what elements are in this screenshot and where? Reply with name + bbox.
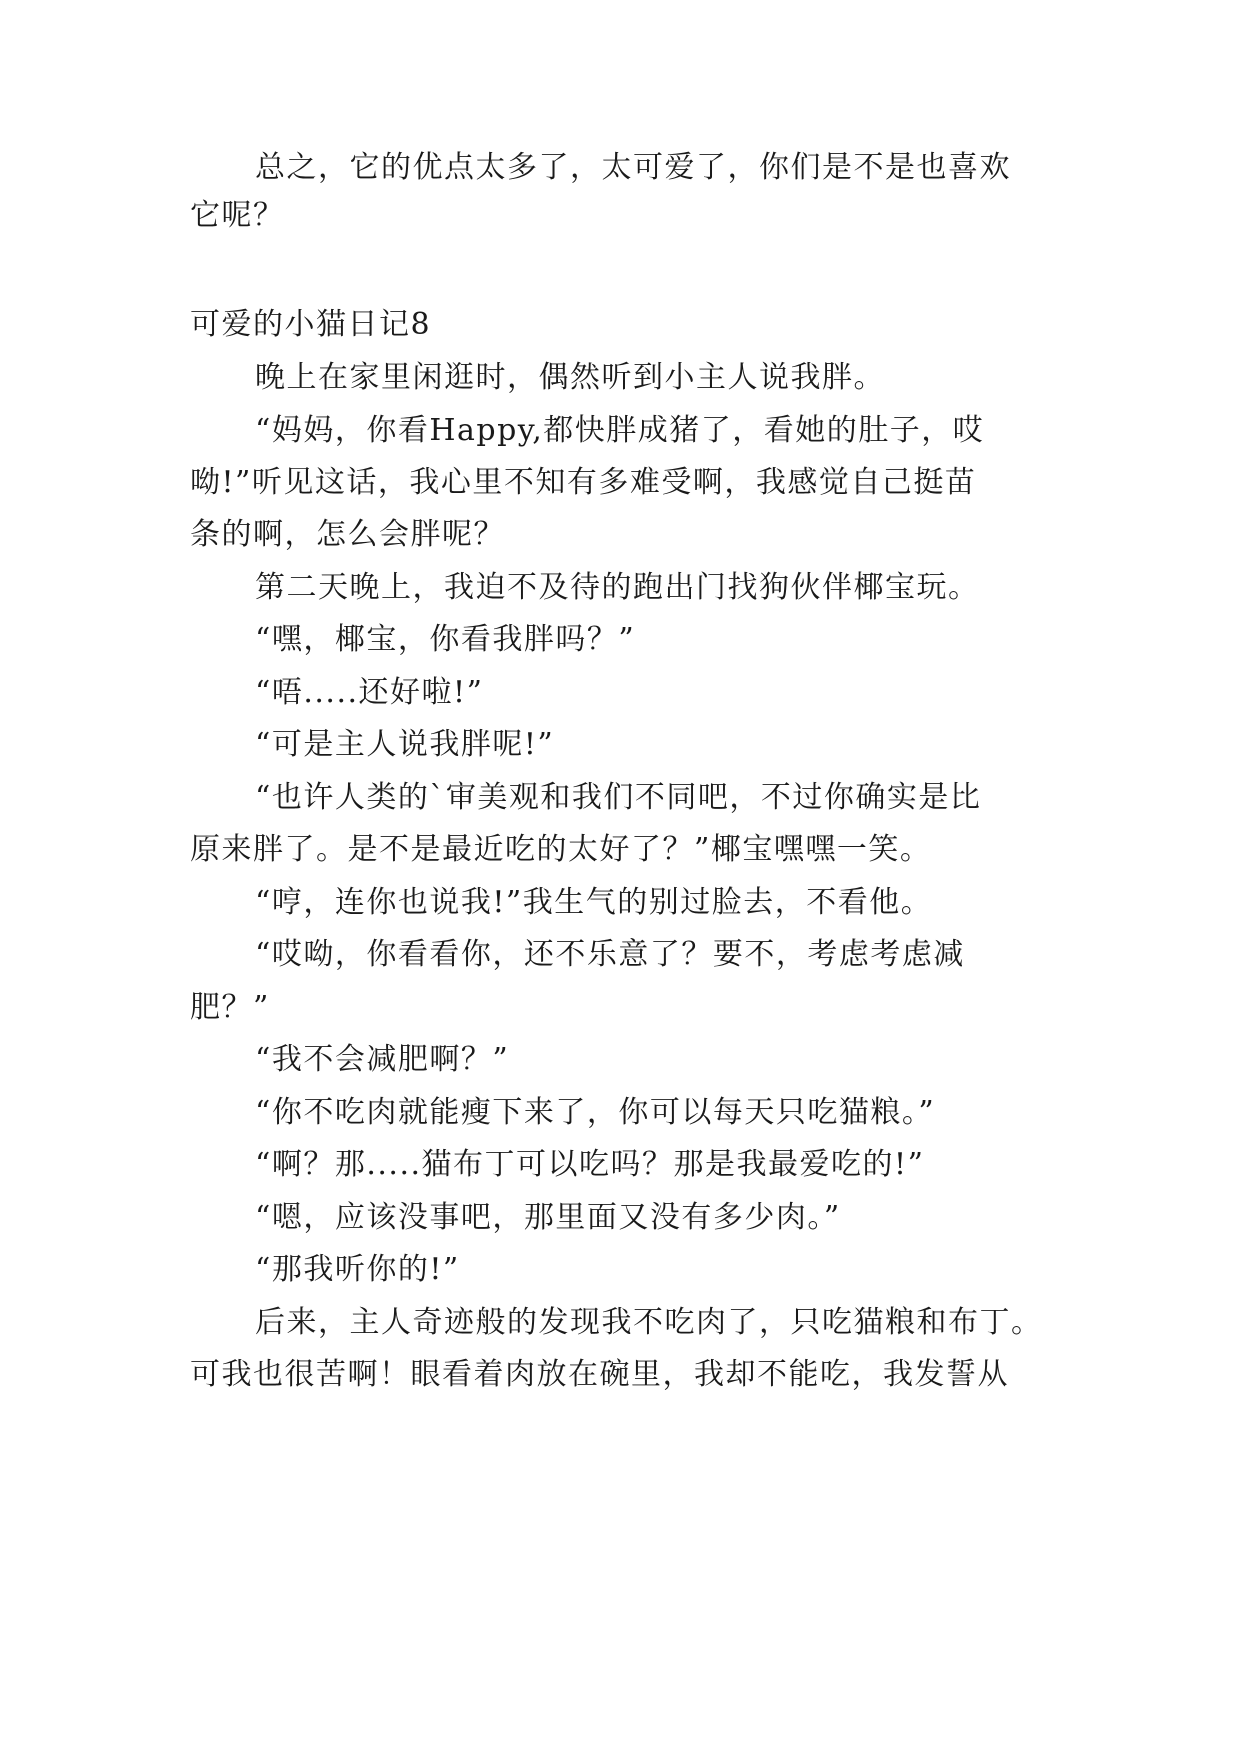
paragraph-line: 总之，它的优点太多了，太可爱了，你们是不是也喜欢 xyxy=(255,150,1011,185)
paragraph-line: “可是主人说我胖呢!” xyxy=(255,727,555,762)
paragraph-line: 原来胖了。是不是最近吃的太好了？”椰宝嘿嘿一笑。 xyxy=(190,832,932,867)
paragraph-line: “嗯，应该没事吧，那里面又没有多少肉。” xyxy=(255,1200,841,1235)
paragraph-line: “我不会减肥啊？” xyxy=(255,1042,510,1077)
paragraph-line: 第二天晚上，我迫不及待的跑出门找狗伙伴椰宝玩。 xyxy=(255,570,980,605)
paragraph-line: 肥？” xyxy=(190,990,270,1025)
paragraph-line: “哼，连你也说我!”我生气的别过脸去，不看他。 xyxy=(255,885,933,920)
paragraph-line: 呦!”听见这话，我心里不知有多难受啊，我感觉自己挺苗 xyxy=(190,465,977,500)
paragraph-line: 条的啊，怎么会胖呢？ xyxy=(190,517,505,552)
paragraph-line: “也许人类的`审美观和我们不同吧，不过你确实是比 xyxy=(255,780,982,815)
section-title: 可爱的小猫日记8 xyxy=(190,307,432,342)
paragraph-line: “哎呦，你看看你，还不乐意了？要不，考虑考虑减 xyxy=(255,937,965,972)
paragraph-line: 可我也很苦啊！眼看着肉放在碗里，我却不能吃，我发誓从 xyxy=(190,1357,1009,1392)
paragraph-line: 晚上在家里闲逛时，偶然听到小主人说我胖。 xyxy=(255,360,885,395)
paragraph-line: “嘿，椰宝，你看我胖吗？” xyxy=(255,622,636,657)
paragraph-line: “你不吃肉就能瘦下来了，你可以每天只吃猫粮。” xyxy=(255,1095,936,1130)
paragraph-line: 它呢？ xyxy=(190,198,285,233)
paragraph-line: “那我听你的!” xyxy=(255,1252,460,1287)
paragraph-line: 后来，主人奇迹般的发现我不吃肉了，只吃猫粮和布丁。 xyxy=(255,1305,1043,1340)
paragraph-line: “唔.....还好啦!” xyxy=(255,675,484,710)
paragraph-line: “妈妈，你看Happy,都快胖成猪了，看她的肚子，哎 xyxy=(255,413,985,448)
paragraph-line: “啊？那.....猫布丁可以吃吗？那是我最爱吃的!” xyxy=(255,1147,925,1182)
